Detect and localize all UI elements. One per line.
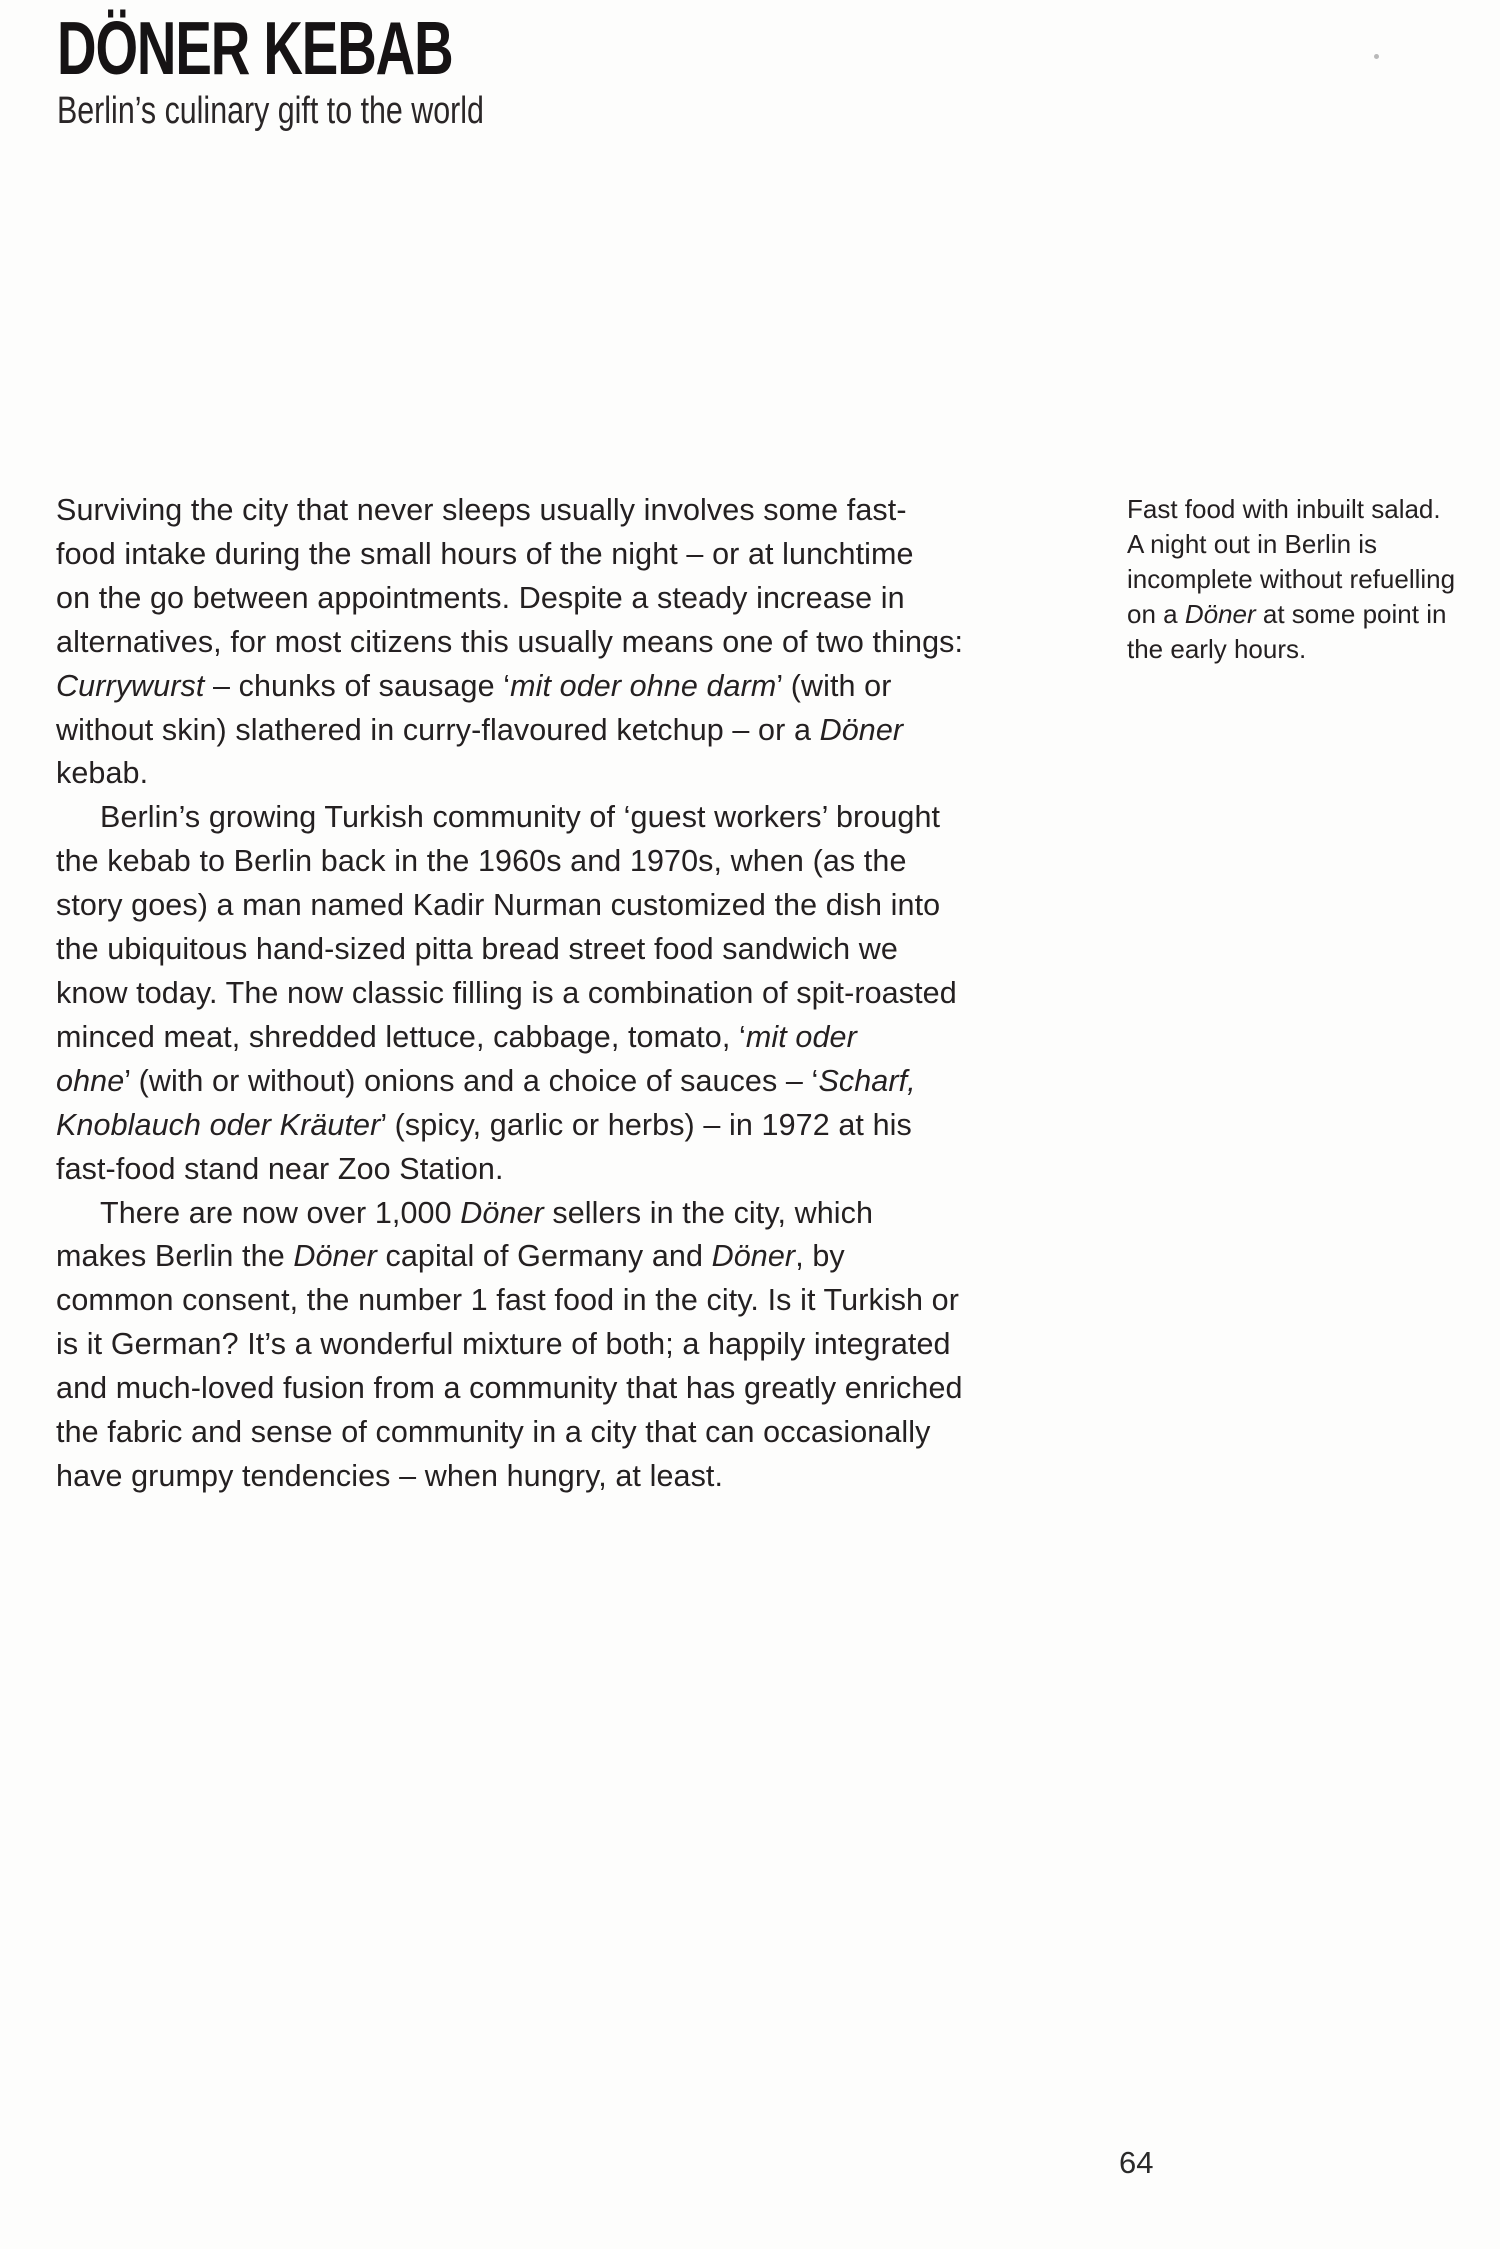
text-line	[56, 1235, 1101, 1279]
text-line	[56, 840, 1101, 884]
text-line	[56, 1279, 1101, 1323]
text-line	[56, 884, 1101, 928]
text-line	[56, 752, 1101, 796]
text-segment: Döner	[1184, 599, 1256, 629]
text-segment: sellers in the city, which	[543, 1195, 874, 1230]
article-body	[56, 489, 1101, 1499]
paragraph	[56, 489, 1101, 796]
text-line	[56, 1016, 1101, 1060]
text-line	[56, 1455, 1101, 1499]
text-line	[56, 621, 1101, 665]
text-segment: ’ (with or	[776, 668, 892, 703]
text-segment: and much-loved fusion from a community that has greatly enriched	[56, 1371, 963, 1406]
text-line	[56, 1148, 1101, 1192]
text-segment: story goes) a man named Kadir Nurman customized the dish into	[56, 888, 941, 923]
text-segment: on the go between appointments. Despite a steady increase in	[56, 580, 905, 615]
text-segment: – chunks of sausage ‘	[204, 668, 511, 703]
sidebar-note	[1127, 492, 1500, 667]
text-segment: alternatives, for most citizens this usually means one of two things:	[56, 624, 964, 659]
text-line	[1127, 597, 1500, 632]
text-line	[56, 972, 1101, 1016]
text-segment: ’ (spicy, garlic or herbs) – in 1972 at his	[380, 1107, 912, 1142]
text-segment: common consent, the number 1 fast food in the city. Is it Turkish or	[56, 1283, 960, 1318]
text-segment: Berlin’s growing Turkish community of ‘guest workers’ brought	[100, 800, 941, 835]
paragraph	[1127, 492, 1500, 667]
text-line	[56, 796, 1101, 840]
text-segment: at some point in	[1255, 599, 1447, 629]
text-line	[56, 1060, 1101, 1104]
text-line	[56, 1411, 1101, 1455]
text-line	[56, 665, 1101, 709]
text-segment: Döner	[293, 1239, 377, 1274]
text-line	[1127, 492, 1500, 527]
text-line	[56, 489, 1101, 533]
text-segment: is it German? It’s a wonderful mixture of both; a happily integrated	[56, 1327, 951, 1362]
text-segment: kebab.	[56, 756, 149, 791]
text-segment: have grumpy tendencies – when hungry, at least.	[56, 1458, 724, 1493]
text-segment: Döner	[819, 712, 904, 747]
text-segment: makes Berlin the	[56, 1239, 294, 1274]
text-line	[56, 577, 1101, 621]
page-number: 64	[1119, 2145, 1154, 2180]
text-line	[56, 533, 1101, 577]
text-line	[56, 1367, 1101, 1411]
text-segment: Surviving the city that never sleeps usually involves some fast-	[56, 493, 907, 527]
scan-speck	[1374, 54, 1379, 59]
text-segment: food intake during the small hours of the night – or at lunchtime	[56, 536, 914, 571]
text-line	[1127, 527, 1500, 562]
text-segment: Döner	[711, 1239, 796, 1274]
text-segment: mit oder	[745, 1019, 857, 1054]
text-line	[56, 928, 1101, 972]
text-segment: Scharf,	[818, 1063, 916, 1098]
text-segment: mit oder ohne darm	[510, 668, 777, 703]
text-segment: There are now over 1,000	[100, 1195, 461, 1230]
text-segment: Döner	[460, 1195, 544, 1230]
text-line	[56, 709, 1101, 753]
text-segment: Currywurst	[56, 668, 205, 703]
text-segment: Fast food with inbuilt salad.	[1127, 494, 1441, 524]
text-segment: the early hours.	[1127, 634, 1307, 664]
text-segment: capital of Germany and	[376, 1239, 712, 1274]
text-segment: without skin) slathered in curry-flavoured ketchup – or a	[56, 712, 820, 747]
text-line	[56, 1104, 1101, 1148]
text-segment: ’ (with or without) onions and a choice of sauces – ‘	[124, 1063, 819, 1098]
page-subtitle: Berlin’s culinary gift to the world	[57, 90, 484, 132]
text-line	[1127, 632, 1500, 667]
text-line	[56, 1192, 1101, 1236]
text-segment: A night out in Berlin is	[1127, 529, 1378, 559]
text-segment: the ubiquitous hand-sized pitta bread street food sandwich we	[56, 932, 898, 967]
text-segment: the fabric and sense of community in a city that can occasionally	[56, 1415, 931, 1450]
text-segment: know today. The now classic filling is a combination of spit-roasted	[56, 975, 957, 1010]
text-segment: ohne	[56, 1063, 125, 1098]
text-segment: minced meat, shredded lettuce, cabbage, tomato, ‘	[56, 1019, 746, 1054]
text-segment: on a	[1127, 599, 1185, 629]
text-segment: , by	[795, 1239, 845, 1274]
text-line	[56, 1323, 1101, 1367]
paragraph	[56, 796, 1101, 1191]
text-segment: incomplete without refuelling	[1127, 564, 1456, 594]
text-line	[1127, 562, 1500, 597]
text-segment: fast-food stand near Zoo Station.	[56, 1151, 504, 1186]
text-segment: Knoblauch oder Kräuter	[56, 1107, 381, 1142]
page-title: DÖNER KEBAB	[57, 6, 453, 90]
text-segment: the kebab to Berlin back in the 1960s and 1970s, when (as the	[56, 844, 907, 879]
paragraph	[56, 1192, 1101, 1499]
